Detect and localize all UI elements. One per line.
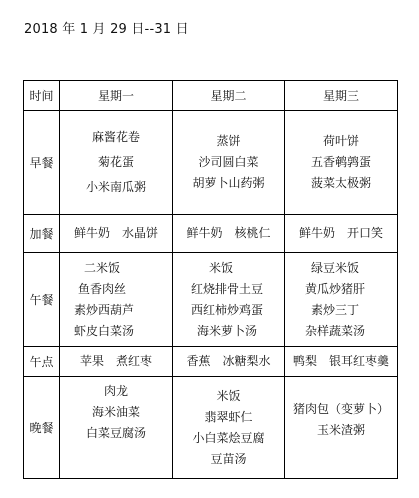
menu-item: 米饭 [209, 260, 234, 275]
menu-item: 鸭梨 银耳红枣羹 [292, 354, 389, 368]
menu-item: 鲜牛奶 水晶饼 [73, 226, 158, 240]
menu-item: 二米饭 [84, 260, 121, 275]
meal-label-breakfast: 早餐 [24, 111, 60, 215]
breakfast-tuesday [173, 111, 285, 215]
header-tuesday: 星期二 [173, 81, 285, 111]
menu-item: 红烧排骨土豆 [191, 281, 264, 296]
menu-item: 西红柿炒鸡蛋 [191, 302, 264, 317]
menu-item: 苹果 煮红枣 [79, 354, 152, 368]
menu-item: 鱼香肉丝 [78, 281, 127, 296]
menu-item: 翡翠虾仁 [204, 409, 253, 424]
snack-monday [60, 215, 173, 253]
dinner-wednesday [285, 377, 398, 479]
menu-item: 香蕉 冰糖梨水 [186, 354, 271, 368]
meal-label-snack: 加餐 [24, 215, 60, 253]
menu-item: 五香鹌鹑蛋 [310, 155, 371, 169]
weekly-menu-table [23, 80, 398, 479]
menu-item: 猪肉包（变萝卜） [292, 402, 389, 416]
menu-item: 沙司圆白菜 [198, 155, 259, 169]
meal-label-lunch: 午餐 [24, 253, 60, 347]
breakfast-wednesday [285, 111, 398, 215]
dinner-tuesday [173, 377, 285, 479]
menu-item: 海米油菜 [91, 405, 140, 419]
breakfast-row [24, 111, 398, 215]
header-row [24, 81, 398, 111]
menu-item: 素炒西葫芦 [74, 302, 135, 317]
lunch-monday [60, 253, 173, 347]
lunch-tuesday [173, 253, 285, 347]
header-monday: 星期一 [60, 81, 173, 111]
menu-item: 海米萝卜汤 [197, 323, 258, 338]
menu-item: 小白菜烩豆腐 [192, 430, 265, 445]
menu-item: 小米南瓜粥 [85, 180, 146, 194]
date-range: 2018 年 1 月 29 日--31 日 [24, 22, 189, 37]
breakfast-monday [60, 111, 173, 215]
menu-item: 黄瓜炒猪肝 [305, 281, 366, 296]
menu-item: 绿豆米饭 [311, 260, 360, 275]
menu-item: 米饭 [216, 388, 241, 403]
snack-wednesday [285, 215, 398, 253]
lunch-wednesday [285, 253, 398, 347]
header-wednesday: 星期三 [285, 81, 398, 111]
header-time: 时间 [24, 81, 60, 111]
dinner-monday [60, 377, 173, 479]
afternoon-snack-wednesday [285, 347, 398, 377]
snack-tuesday [173, 215, 285, 253]
dinner-row [24, 377, 398, 479]
menu-item: 肉龙 [103, 384, 128, 398]
menu-item: 白菜豆腐汤 [85, 426, 146, 440]
menu-item: 胡萝卜山药粥 [192, 176, 265, 190]
afternoon-snack-tuesday [173, 347, 285, 377]
menu-item: 蒸饼 [216, 134, 241, 148]
lunch-row [24, 253, 398, 347]
menu-item: 玉米渣粥 [316, 423, 365, 437]
menu-item: 豆苗汤 [210, 451, 247, 466]
meal-label-afternoon-snack: 午点 [24, 347, 60, 377]
menu-item: 虾皮白菜汤 [74, 323, 135, 338]
menu-item: 鲜牛奶 开口笑 [298, 226, 383, 240]
menu-item: 素炒三丁 [311, 302, 360, 317]
menu-item: 麻酱花卷 [91, 130, 140, 144]
snack-row [24, 215, 398, 253]
menu-item: 菊花蛋 [97, 155, 134, 169]
menu-item: 鲜牛奶 核桃仁 [186, 226, 271, 240]
menu-item: 荷叶饼 [322, 134, 359, 148]
afternoon-snack-monday [60, 347, 173, 377]
menu-item: 杂样蔬菜汤 [305, 323, 366, 338]
meal-label-dinner: 晚餐 [24, 377, 60, 479]
menu-item: 菠菜太极粥 [310, 176, 371, 190]
afternoon-snack-row [24, 347, 398, 377]
